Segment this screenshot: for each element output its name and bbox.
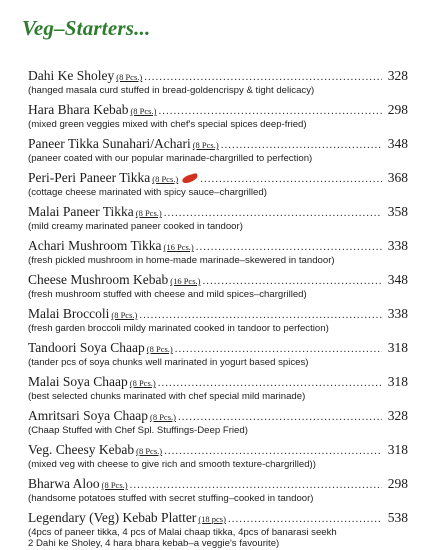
item-price: 348 (387, 136, 408, 151)
item-name: Legendary (Veg) Kebab Platter (28, 510, 197, 525)
item-price: 368 (387, 170, 408, 185)
item-price: 538 (387, 510, 408, 525)
item-pieces: (8 Pcs.) (149, 412, 176, 422)
item-price: 338 (387, 306, 408, 321)
menu-item-row (28, 202, 408, 221)
menu-item (28, 100, 408, 134)
item-pieces: (8 Pcs.) (146, 344, 173, 354)
menu-item (28, 440, 408, 474)
chili-icon (182, 173, 199, 185)
item-description: (cottage cheese marinated with spicy sauce–chargrilled) (28, 187, 267, 198)
item-pieces: (8 Pcs.) (152, 174, 179, 184)
menu-item (28, 372, 408, 406)
menu-item-row (28, 406, 408, 425)
menu-item (28, 338, 408, 372)
item-pieces: (8 Pcs.) (130, 106, 157, 116)
item-description: (fresh garden broccoli mildy marinated cooked in tandoor to perfection) (28, 323, 329, 334)
menu-item (28, 304, 408, 338)
item-name: Amritsari Soya Chaap (28, 408, 148, 423)
item-name: Hara Bhara Kebab (28, 102, 129, 117)
item-description: (mixed veg with cheese to give rich and smooth texture-chargrilled)) (28, 459, 316, 470)
item-name: Peri-Peri Paneer Tikka (28, 170, 151, 185)
item-pieces: (8 Pcs.) (136, 446, 163, 456)
item-name: Cheese Mushroom Kebab (28, 272, 169, 287)
item-description-line-2: 2 Dahi ke Sholey, 4 hara bhara kebab–a veggie's favourite) (28, 538, 280, 549)
menu-item (28, 270, 408, 304)
menu-item (28, 66, 408, 100)
menu-item-row (28, 474, 408, 493)
menu-list (28, 66, 408, 549)
menu-item-row (28, 100, 408, 119)
item-description: (mild creamy marinated paneer cooked in tandoor) (28, 221, 243, 232)
menu-item-row (28, 168, 408, 187)
item-description: (fresh pickled mushroom in home-made marinade–skewered in tandoor) (28, 255, 335, 266)
item-price: 338 (387, 238, 408, 253)
item-price: 358 (387, 204, 408, 219)
section-title: Veg–Starters... (22, 16, 151, 40)
item-pieces: (18 pcs) (198, 514, 226, 524)
item-pieces: (16 Pcs.) (170, 276, 201, 286)
menu-item (28, 168, 408, 202)
menu-item-row (28, 372, 408, 391)
item-price: 328 (387, 68, 408, 83)
menu-item (28, 236, 408, 270)
item-pieces: (8 Pcs.) (192, 140, 219, 150)
item-description: (handsome potatoes stuffed with secret stuffing–cooked in tandoor) (28, 493, 314, 504)
menu-item (28, 134, 408, 168)
menu-item (28, 202, 408, 236)
menu-item (28, 406, 408, 440)
item-description: (4pcs of paneer tikka, 4 pcs of Malai chaap tikka, 4pcs of banarasi seekh (28, 527, 337, 538)
item-description: (fresh mushroom stuffed with cheese and mild spices–chargrilled) (28, 289, 307, 300)
item-pieces: (8 Pcs.) (135, 208, 162, 218)
menu-item-row (28, 508, 408, 527)
item-name: Malai Broccoli (28, 306, 110, 321)
item-pieces: (8 Pcs.) (101, 480, 128, 490)
menu-item-row (28, 304, 408, 323)
item-price: 318 (387, 340, 408, 355)
item-name: Dahi Ke Sholey (28, 68, 115, 83)
item-price: 328 (387, 408, 408, 423)
menu-item-row (28, 270, 408, 289)
item-price: 298 (387, 102, 408, 117)
item-description: (hanged masala curd stuffed in bread-goldencrispy & tight delicacy) (28, 85, 315, 96)
item-pieces: (8 Pcs.) (129, 378, 156, 388)
menu-item-row (28, 134, 408, 153)
item-name: Malai Paneer Tikka (28, 204, 134, 219)
item-price: 298 (387, 476, 408, 491)
menu-item-row (28, 236, 408, 255)
menu-item-row (28, 66, 408, 85)
item-price: 318 (387, 442, 408, 457)
item-name: Veg. Cheesy Kebab (28, 442, 135, 457)
item-pieces: (16 Pcs.) (163, 242, 194, 252)
item-name: Bharwa Aloo (28, 476, 100, 491)
item-description: (Chaap Stuffed with Chef Spl. Stuffings-Deep Fried) (28, 425, 248, 436)
menu-item (28, 508, 408, 549)
item-description: (best selected chunks marinated with chef special mild marinade) (28, 391, 306, 402)
item-description: (mixed green veggies mixed with chef's special spices deep-fried) (28, 119, 307, 130)
item-price: 348 (387, 272, 408, 287)
item-name: Achari Mushroom Tikka (28, 238, 162, 253)
item-price: 318 (387, 374, 408, 389)
item-description: (paneer coated with our popular marinade-chargrilled to perfection) (28, 153, 313, 164)
item-name: Tandoori Soya Chaap (28, 340, 145, 355)
menu-item (28, 474, 408, 508)
item-name: Paneer Tikka Sunahari/Achari (28, 136, 191, 151)
item-pieces: (8 Pcs.) (111, 310, 138, 320)
menu-item-row (28, 440, 408, 459)
item-name: Malai Soya Chaap (28, 374, 128, 389)
item-description: (tander pcs of soya chunks well marinated in yogurt based spices) (28, 357, 309, 368)
item-pieces: (8 Pcs.) (116, 72, 143, 82)
menu-item-row (28, 338, 408, 357)
